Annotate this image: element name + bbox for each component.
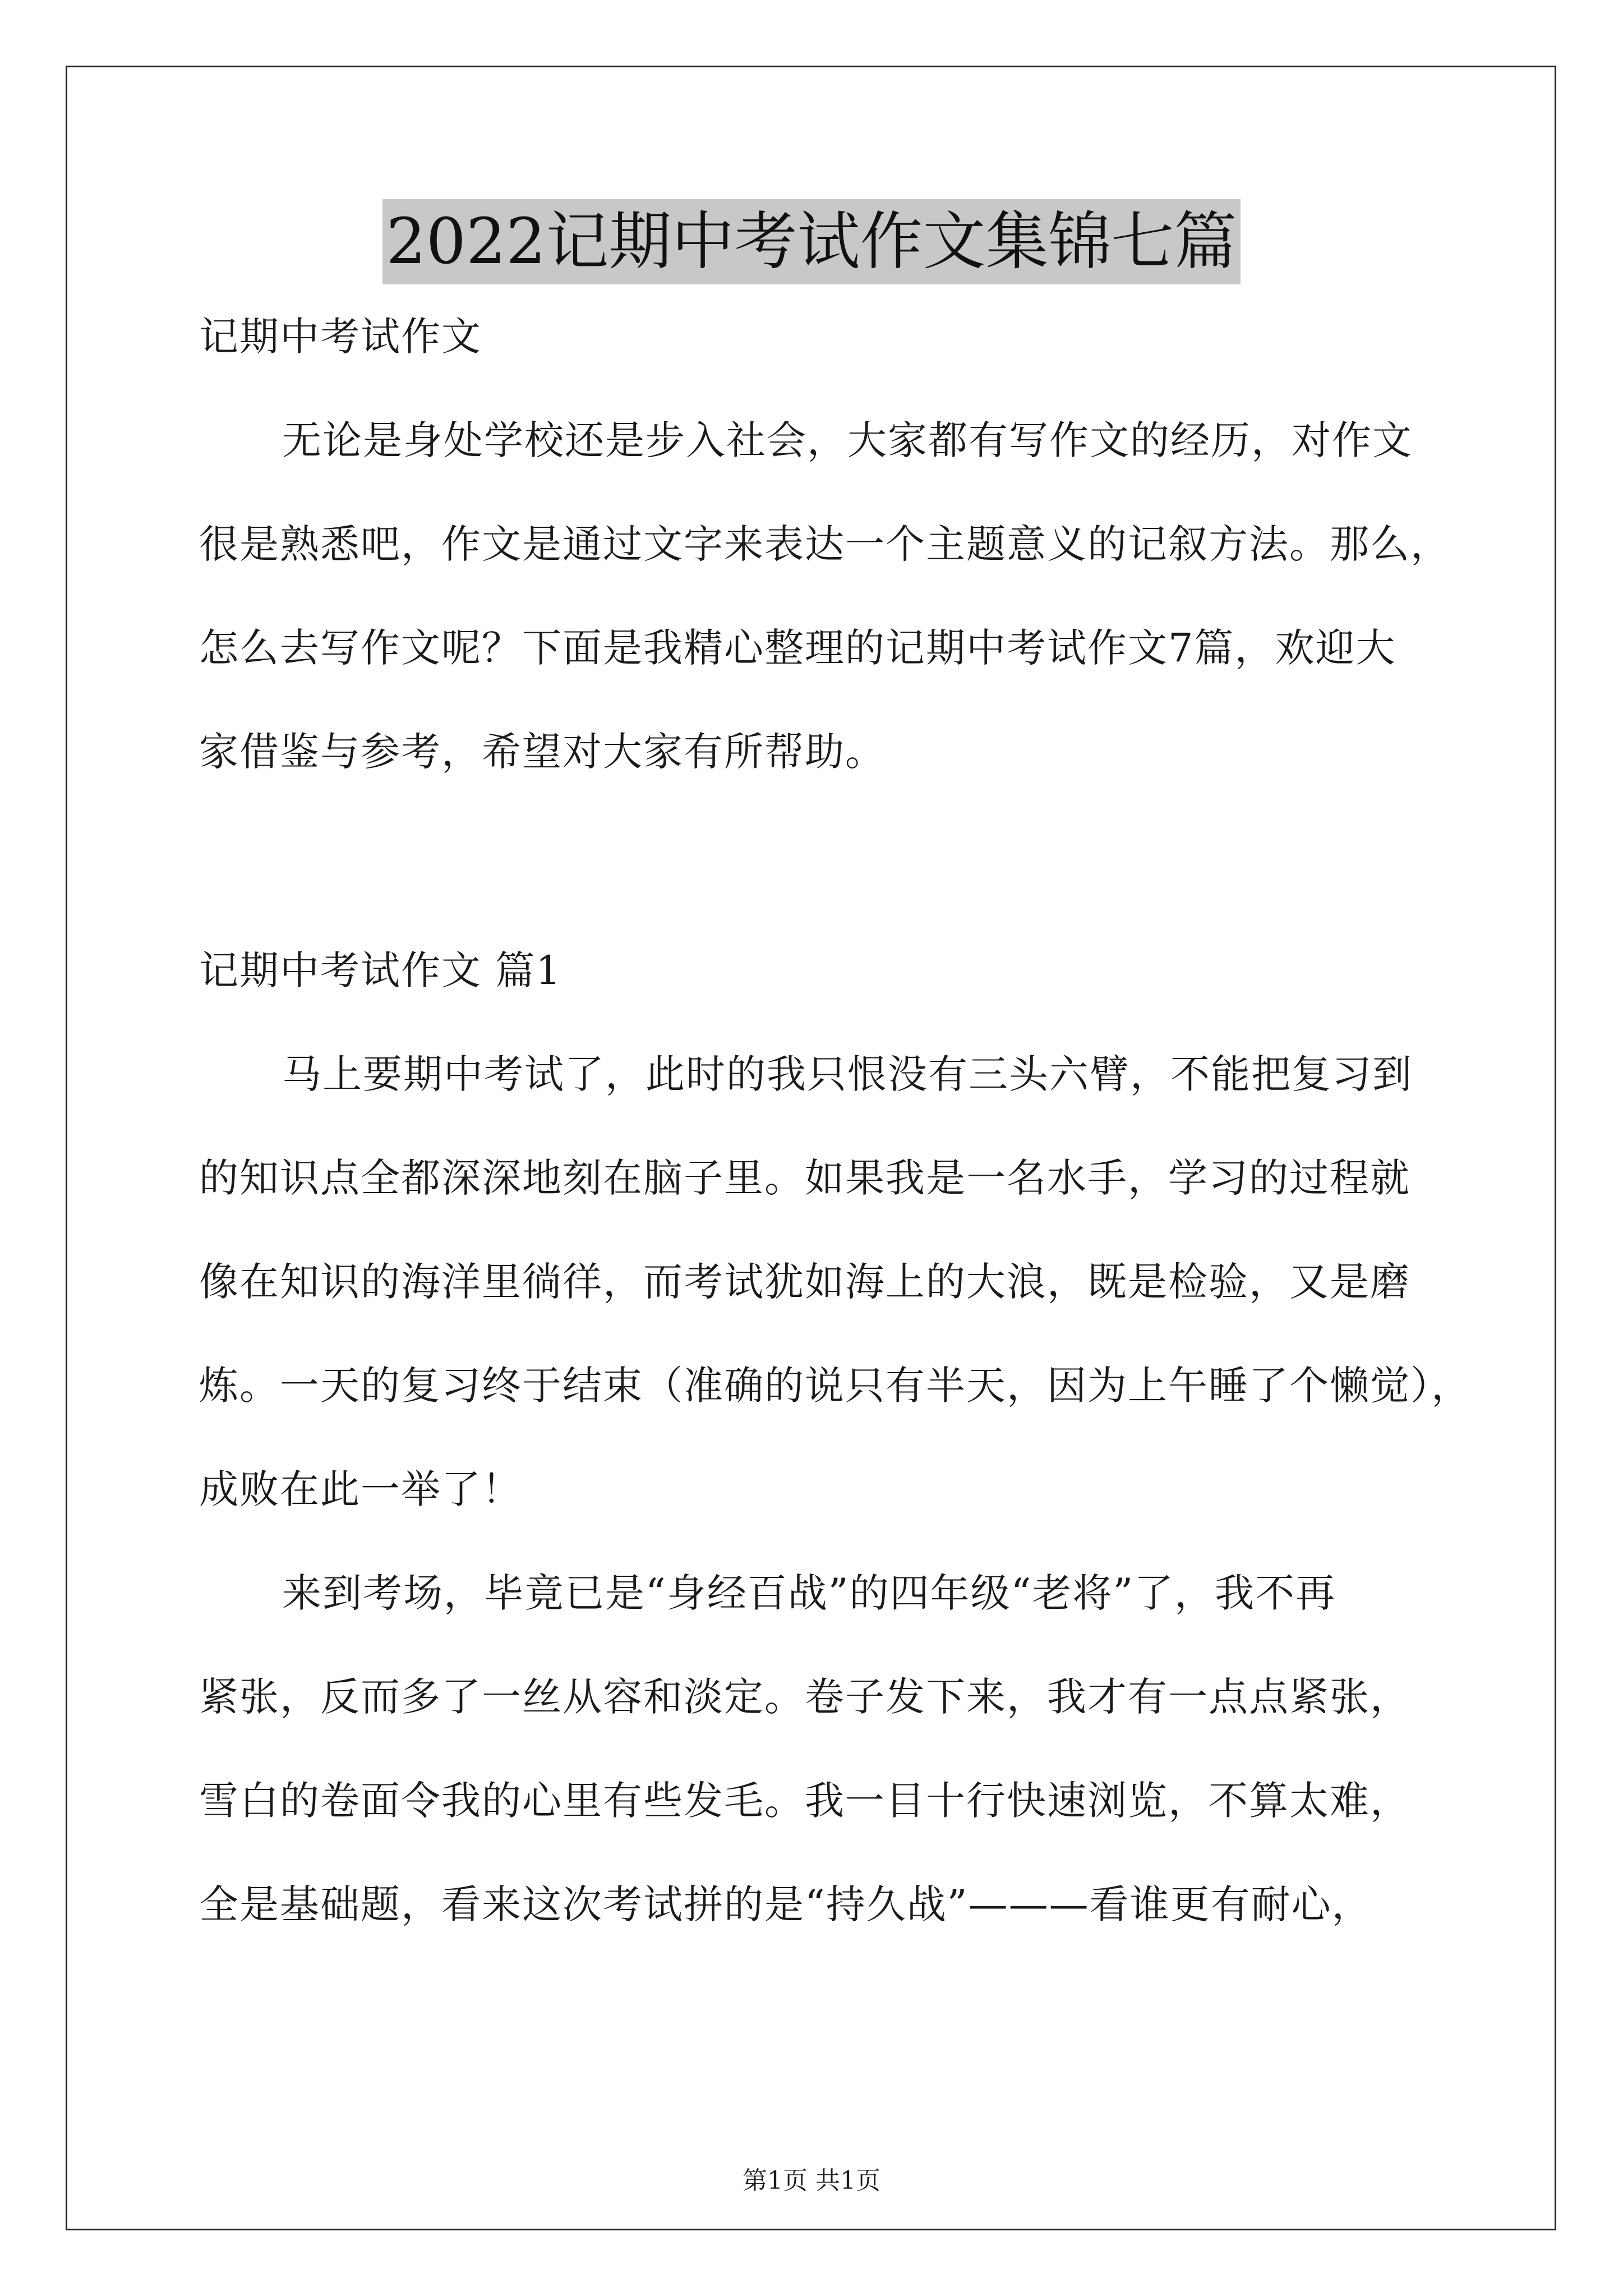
title-container — [0, 199, 1623, 284]
section1-paragraph-1 — [199, 1049, 1472, 1515]
intro-line: 怎么去写作文呢？下面是我精心整理的记期中考试作文7篇，欢迎大 — [199, 625, 1396, 671]
page-footer: 第1页 共1页 — [743, 2166, 880, 2195]
section1-p1-line: 成败在此一举了！ — [199, 1466, 522, 1512]
document-title: 2022记期中考试作文集锦七篇 — [382, 199, 1240, 284]
intro-line: 很是熟悉吧，作文是通过文字来表达一个主题意义的记叙方法。那么， — [199, 521, 1451, 567]
section1-p2-line: 雪白的卷面令我的心里有些发毛。我一目十行快速浏览，不算太难， — [199, 1778, 1410, 1824]
intro-line: 无论是身处学校还是步入社会，大家都有写作文的经历，对作文 — [282, 417, 1413, 463]
section1-p1-line: 的知识点全都深深地刻在脑子里。如果我是一名水手，学习的过程就 — [199, 1155, 1410, 1201]
intro-paragraph — [199, 415, 1451, 777]
section1-p2-line: 紧张，反而多了一丝从容和淡定。卷子发下来，我才有一点点紧张， — [199, 1674, 1410, 1720]
intro-line: 家借鉴与参考，希望对大家有所帮助。 — [199, 729, 886, 775]
section1-paragraph-2 — [199, 1568, 1427, 1930]
section1-p1-line: 马上要期中考试了，此时的我只恨没有三头六臂，不能把复习到 — [282, 1051, 1413, 1097]
section1-p1-line: 像在知识的海洋里徜徉，而考试犹如海上的大浪，既是检验，又是磨 — [199, 1259, 1410, 1305]
section1-p2-line: 全是基础题，看来这次考试拼的是“持久战”———看谁更有耐心， — [199, 1881, 1372, 1927]
section1-heading: 记期中考试作文 篇1 — [199, 947, 562, 993]
section1-p1-line: 炼。一天的复习终于结束（准确的说只有半天，因为上午睡了个懒觉）， — [199, 1363, 1472, 1409]
intro-heading: 记期中考试作文 — [199, 314, 482, 360]
document-body — [199, 311, 1472, 1930]
section1-p2-line: 来到考场，毕竟已是“身经百战”的四年级“老将”了，我不再 — [282, 1570, 1336, 1616]
